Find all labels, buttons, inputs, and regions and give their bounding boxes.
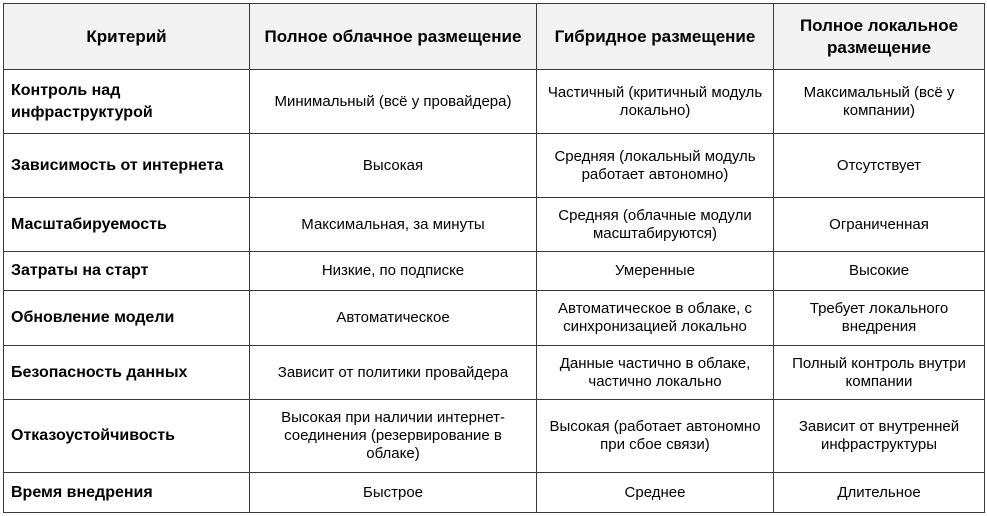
cloud-cell: Низкие, по подписке [250, 252, 537, 291]
hybrid-cell: Автоматическое в облаке, с синхронизацией локально [537, 291, 774, 346]
local-cell: Максимальный (всё у компании) [774, 70, 985, 134]
table-row [4, 134, 985, 198]
local-cell: Требует локального внедрения [774, 291, 985, 346]
header-cloud: Полное облачное размещение [250, 4, 537, 70]
table-row [4, 198, 985, 252]
cloud-cell: Максимальная, за минуты [250, 198, 537, 252]
cloud-cell: Минимальный (всё у провайдера) [250, 70, 537, 134]
cloud-cell: Зависит от политики провайдера [250, 346, 537, 400]
criterion-cell: Масштабируемость [4, 198, 250, 252]
table-row [4, 70, 985, 134]
criterion-cell: Затраты на старт [4, 252, 250, 291]
cloud-cell: Быстрое [250, 473, 537, 513]
hybrid-cell: Средняя (облачные модули масштабируются) [537, 198, 774, 252]
header-criterion: Критерий [4, 4, 250, 70]
criterion-cell: Обновление модели [4, 291, 250, 346]
local-cell: Высокие [774, 252, 985, 291]
cloud-cell: Высокая [250, 134, 537, 198]
table-row [4, 252, 985, 291]
local-cell: Отсутствует [774, 134, 985, 198]
local-cell: Ограниченная [774, 198, 985, 252]
hybrid-cell: Умеренные [537, 252, 774, 291]
header-row [4, 4, 985, 70]
table-row [4, 473, 985, 513]
criterion-cell: Отказоустойчивость [4, 400, 250, 473]
header-hybrid: Гибридное размещение [537, 4, 774, 70]
table-row [4, 291, 985, 346]
criterion-cell: Контроль над инфраструктурой [4, 70, 250, 134]
hybrid-cell: Высокая (работает автономно при сбое связи) [537, 400, 774, 473]
hybrid-cell: Частичный (критичный модуль локально) [537, 70, 774, 134]
table-row [4, 400, 985, 473]
hybrid-cell: Средняя (локальный модуль работает автономно) [537, 134, 774, 198]
criterion-cell: Безопасность данных [4, 346, 250, 400]
local-cell: Длительное [774, 473, 985, 513]
cloud-cell: Высокая при наличии интернет-соединения (резервирование в облаке) [250, 400, 537, 473]
header-local: Полное локальное размещение [774, 4, 985, 70]
hybrid-cell: Данные частично в облаке, частично локально [537, 346, 774, 400]
local-cell: Полный контроль внутри компании [774, 346, 985, 400]
comparison-table [3, 3, 985, 513]
criterion-cell: Время внедрения [4, 473, 250, 513]
local-cell: Зависит от внутренней инфраструктуры [774, 400, 985, 473]
cloud-cell: Автоматическое [250, 291, 537, 346]
criterion-cell: Зависимость от интернета [4, 134, 250, 198]
hybrid-cell: Среднее [537, 473, 774, 513]
table-row [4, 346, 985, 400]
